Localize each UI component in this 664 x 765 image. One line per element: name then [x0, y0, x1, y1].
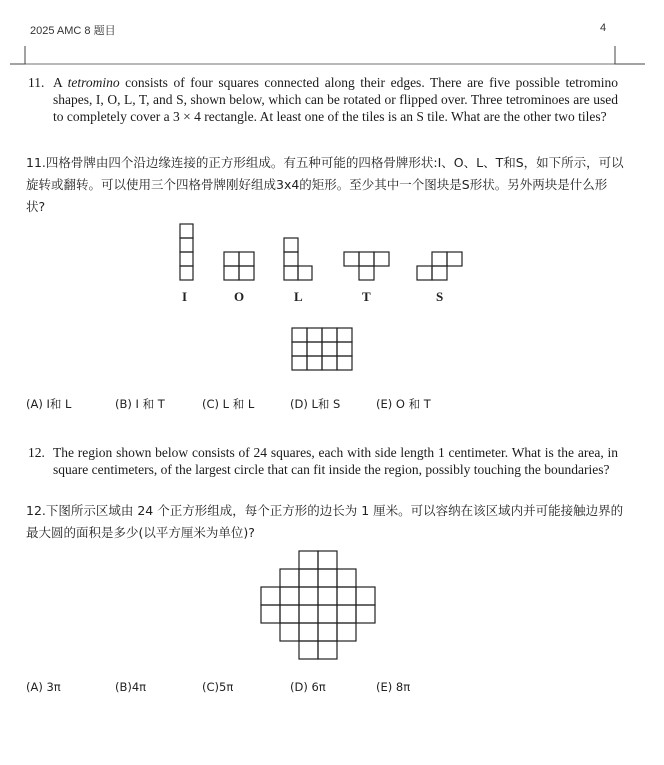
choice-11-e[interactable]: (E) O 和 T	[376, 397, 431, 411]
question-12-number: 12.	[28, 445, 45, 460]
region-24-squares-figure	[0, 545, 664, 670]
tile-label-o: O	[234, 289, 245, 304]
question-12-chinese: 12.下图所示区域由 24 个正方形组成，每个正方形的边长为 1 厘米。可以容纳在该区域内并可能接触边界的最大圆的面积是多少(以平方厘米为单位)?	[26, 503, 624, 540]
region-grid	[261, 551, 375, 659]
tetromino-o-shape	[224, 252, 254, 280]
question-11-choices	[26, 396, 626, 414]
question-11-text: A tetromino consists of four squares connected along their edges. There are five possible tetromino shapes, I, O, L, T, and S, shown below, which can be rotated or flipped over. Three tetrominoes are used to completely cover a 3 × 4 rectangle. At least one of the tiles is an S tile. What are the other two tiles?	[53, 75, 618, 124]
question-11-english	[28, 74, 618, 125]
tetromino-i-shape	[180, 224, 193, 280]
choice-12-e[interactable]: (E) 8π	[376, 680, 411, 694]
choice-12-b[interactable]: (B)4π	[115, 680, 147, 694]
header-rule	[10, 46, 645, 66]
tile-label-l: L	[294, 289, 303, 304]
choice-12-a[interactable]: (A) 3π	[26, 680, 61, 694]
choice-11-d[interactable]: (D) L和 S	[290, 397, 341, 411]
tile-label-s: S	[436, 289, 444, 304]
rectangle-3x4-grid	[292, 328, 352, 370]
choice-11-c[interactable]: (C) L 和 L	[202, 397, 255, 411]
tetromino-t-shape	[344, 252, 389, 280]
tetromino-figure	[0, 218, 664, 386]
question-12-text: The region shown below consists of 24 squares, each with side length 1 centimeter. What is the area, in square centimeters, of the largest circle that can fit inside the region, possibly touching the boundaries?	[53, 445, 618, 477]
choice-11-a[interactable]: (A) I和 L	[26, 397, 72, 411]
choice-11-b[interactable]: (B) I 和 T	[115, 397, 165, 411]
question-11-number: 11.	[28, 75, 45, 90]
tetromino-l-shape	[284, 238, 312, 280]
question-12-english	[28, 444, 618, 478]
question-12-choices	[26, 680, 626, 698]
choice-12-d[interactable]: (D) 6π	[290, 680, 326, 694]
tile-label-i: I	[182, 289, 188, 304]
header-title: 2025 AMC 8 题目	[30, 25, 116, 37]
page-number: 4	[600, 22, 607, 34]
choice-12-c[interactable]: (C)5π	[202, 680, 234, 694]
question-11-chinese: 11.四格骨牌由四个沿边缘连接的正方形组成。有五种可能的四格骨牌形状:I、O、L、T和S，如下所示，可以旋转或翻转。可以使用三个四格骨牌刚好组成3x4的矩形。至少其中一个图块是S形状。另外两块是什么形状?	[26, 155, 624, 214]
tile-label-t: T	[362, 289, 371, 304]
tetromino-s-shape	[417, 252, 462, 280]
